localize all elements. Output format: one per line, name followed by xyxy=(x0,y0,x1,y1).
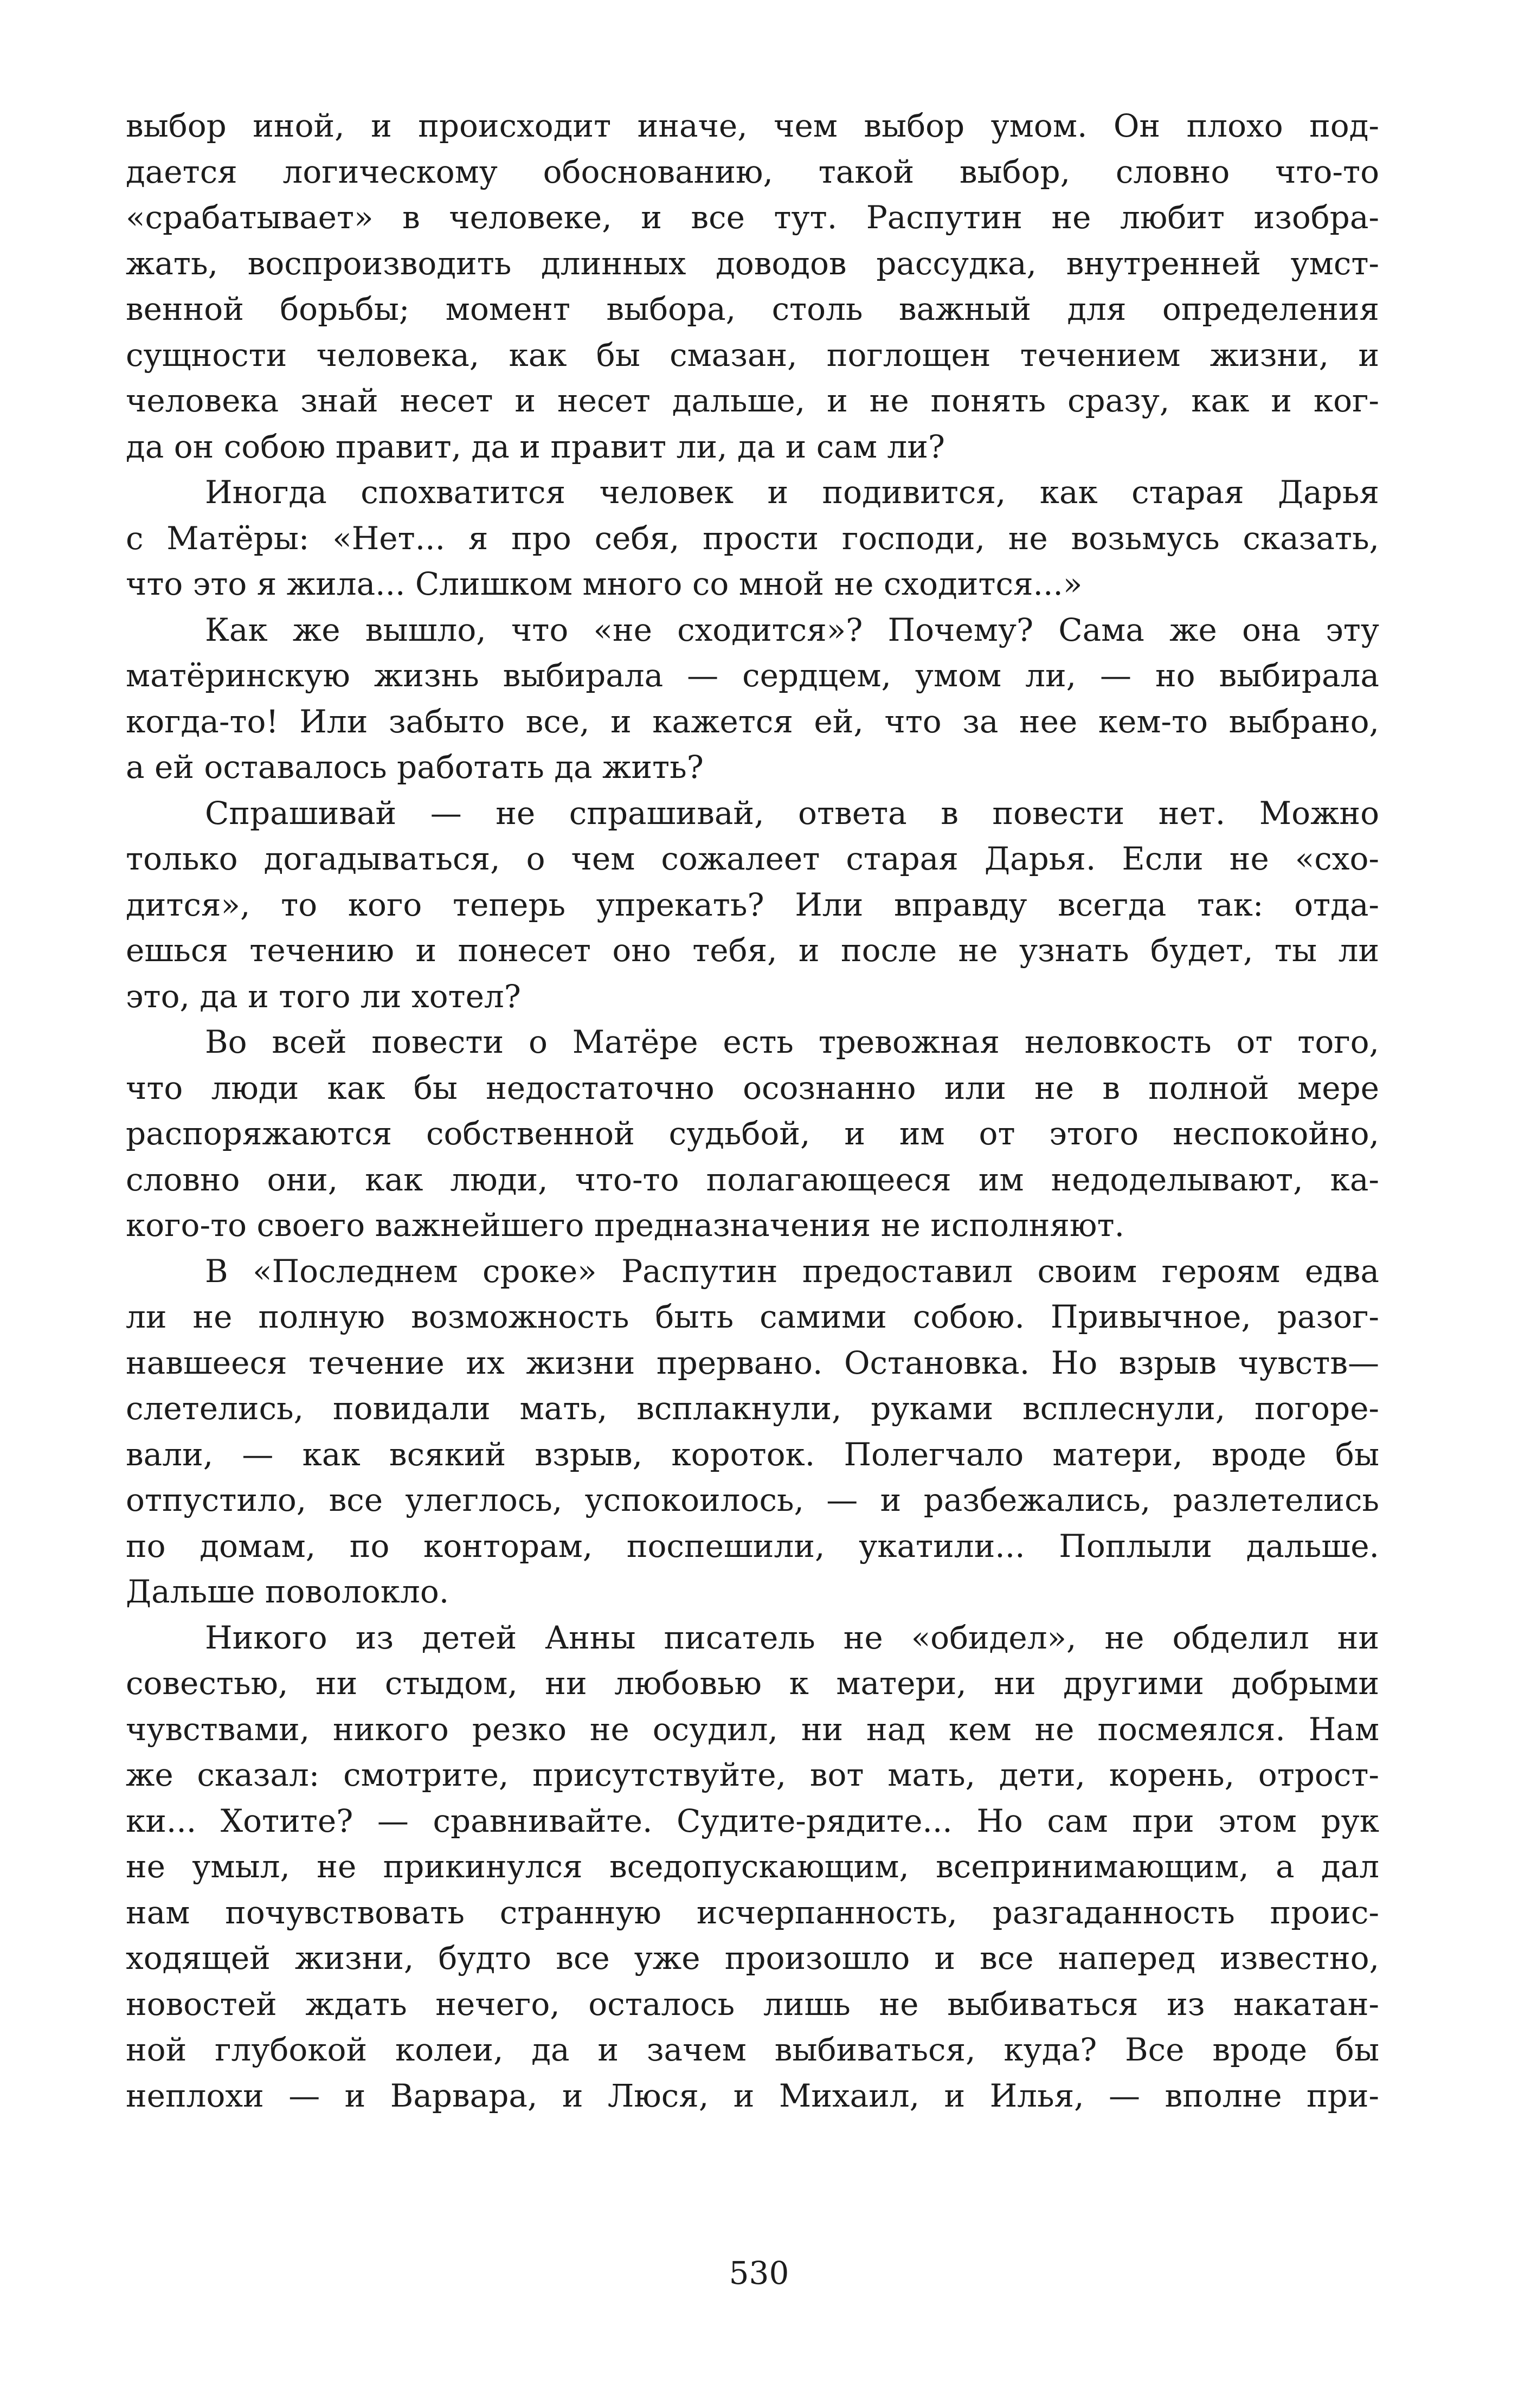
text-line: Во всей повести о Матёре есть тревожная неловкость от того, xyxy=(205,1023,1379,1060)
paragraph xyxy=(126,103,1379,469)
text-line: ной глубокой колеи, да и зачем выбиваться, куда? Все вроде бы xyxy=(126,2031,1379,2068)
text-line: Дальше поволокло. xyxy=(126,1573,449,1610)
text-line: совестью, ни стыдом, ни любовью к матери, ни другими добрыми xyxy=(126,1665,1379,1702)
text-line: неплохи — и Варвара, и Люся, и Михаил, и Илья, — вполне при- xyxy=(126,2077,1379,2114)
text-line: «срабатывает» в человеке, и все тут. Распутин не любит изобра- xyxy=(126,199,1379,236)
text-line: по домам, по конторам, поспешили, укатили... Поплыли дальше. xyxy=(126,1527,1379,1564)
text-line: слетелись, повидали мать, всплакнули, руками всплеснули, погоре- xyxy=(126,1390,1379,1427)
paragraph xyxy=(126,790,1379,1020)
text-line: ли не полную возможность быть самими собою. Привычное, разог- xyxy=(126,1298,1379,1335)
text-line: венной борьбы; момент выбора, столь важный для определения xyxy=(126,291,1379,327)
text-line: что люди как бы недостаточно осознанно или не в полной мере xyxy=(126,1069,1379,1106)
text-line: только догадываться, о чем сожалеет старая Дарья. Если не «схо- xyxy=(126,840,1379,877)
text-line: не умыл, не прикинулся вседопускающим, всепринимающим, а дал xyxy=(126,1848,1379,1885)
text-line: когда-то! Или забыто все, и кажется ей, что за нее кем-то выбрано, xyxy=(126,703,1379,740)
text-line: жать, воспроизводить длинных доводов рассудка, внутренней умст- xyxy=(126,244,1379,282)
text-line: В «Последнем сроке» Распутин предоставил своим героям едва xyxy=(205,1252,1379,1290)
text-line: сущности человека, как бы смазан, поглощен течением жизни, и xyxy=(126,336,1379,374)
text-body xyxy=(126,103,1379,2119)
paragraph xyxy=(126,1615,1379,2119)
text-line: человека знай несет и несет дальше, и не понять сразу, как и ког- xyxy=(126,382,1379,419)
text-line: это, да и того ли хотел? xyxy=(126,977,521,1015)
text-line: навшееся течение их жизни прервано. Остановка. Но взрыв чувств— xyxy=(126,1344,1379,1381)
text-line: матёринскую жизнь выбирала — сердцем, умом ли, — но выбирала xyxy=(126,657,1379,694)
text-line: выбор иной, и происходит иначе, чем выбор умом. Он плохо под- xyxy=(126,107,1379,144)
text-line: отпустило, все улеглось, успокоилось, — и разбежались, разлетелись xyxy=(126,1482,1379,1518)
text-line: Как же вышло, что «не сходится»? Почему? Сама же она эту xyxy=(205,611,1379,648)
text-line: ешься течению и понесет оно тебя, и после не узнать будет, ты ли xyxy=(126,932,1379,969)
text-line: ки... Хотите? — сравнивайте. Судите-рядите... Но сам при этом рук xyxy=(126,1802,1379,1839)
text-line: а ей оставалось работать да жить? xyxy=(126,749,704,786)
paragraph xyxy=(126,1019,1379,1248)
text-line: кого-то своего важнейшего предназначения не исполняют. xyxy=(126,1207,1125,1244)
text-line: Никого из детей Анны писатель не «обидел», не обделил ни xyxy=(205,1619,1379,1656)
text-line: нам почувствовать странную исчерпанность, разгаданность проис- xyxy=(126,1894,1379,1931)
paragraph xyxy=(126,607,1379,790)
text-line: вали, — как всякий взрыв, короток. Полегчало матери, вроде бы xyxy=(126,1435,1379,1473)
text-line: чувствами, никого резко не осудил, ни над кем не посмеялся. Нам xyxy=(126,1710,1379,1748)
text-line: ходящей жизни, будто все уже произошло и все наперед известно, xyxy=(126,1940,1379,1976)
text-line: с Матёры: «Нет... я про себя, прости господи, не возьмусь сказать, xyxy=(126,519,1379,557)
text-line: словно они, как люди, что-то полагающееся им недоделывают, ка- xyxy=(126,1161,1379,1198)
text-line: что это я жила... Слишком много со мной не сходится...» xyxy=(126,565,1083,602)
page-number: 530 xyxy=(729,2255,789,2291)
text-line: Иногда спохватится человек и подивится, как старая Дарья xyxy=(205,474,1379,511)
paragraph xyxy=(126,469,1379,607)
text-line: новостей ждать нечего, осталось лишь не выбиваться из накатан- xyxy=(126,1985,1379,2023)
text-line: Спрашивай — не спрашивай, ответа в повести нет. Можно xyxy=(205,794,1379,832)
text-line: же сказал: смотрите, присутствуйте, вот мать, дети, корень, отрост- xyxy=(126,1756,1379,1793)
text-line: дается логическому обоснованию, такой выбор, словно что-то xyxy=(126,153,1379,190)
text-line: распоряжаются собственной судьбой, и им от этого неспокойно, xyxy=(126,1115,1379,1152)
text-line: да он собою правит, да и правит ли, да и сам ли? xyxy=(126,428,945,465)
paragraph xyxy=(126,1248,1379,1615)
text-line: дится», то кого теперь упрекать? Или вправду всегда так: отда- xyxy=(126,886,1379,923)
